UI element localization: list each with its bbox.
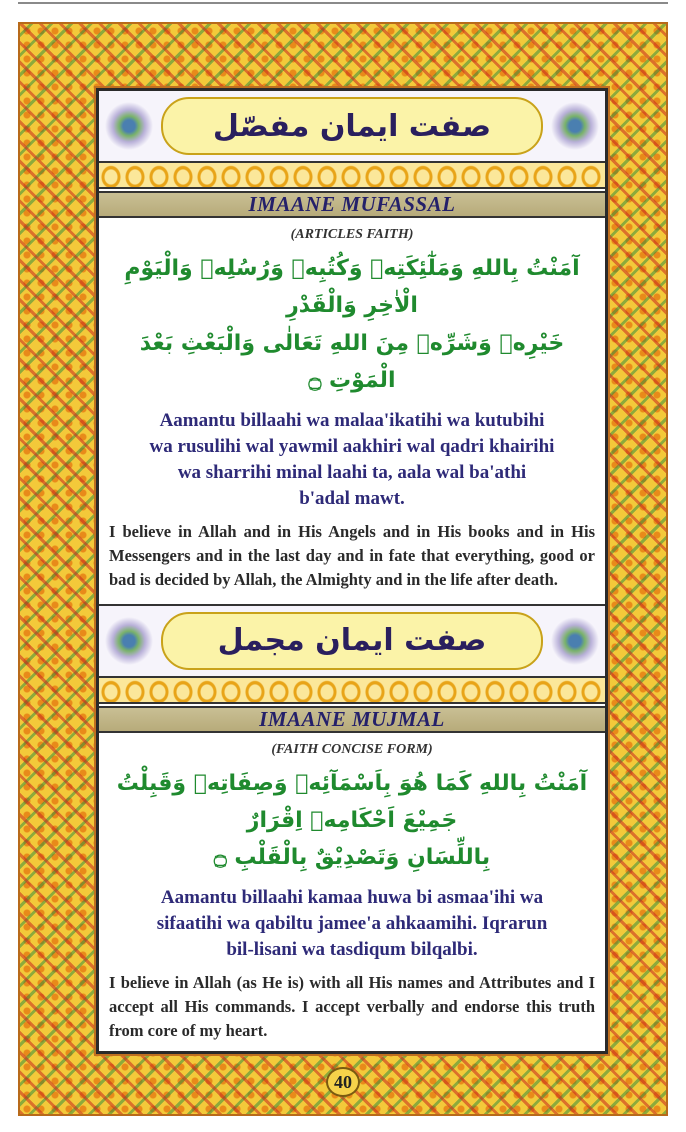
section-title: IMAANE MUJMAL <box>99 706 605 733</box>
section-subtitle: (FAITH CONCISE FORM) <box>271 741 433 757</box>
section-2 <box>99 604 605 1043</box>
section-title: IMAANE MUFASSAL <box>99 191 605 218</box>
page-edge-line <box>18 2 668 4</box>
arabic-line: خَيْرِهٖ وَشَرِّهٖ مِنَ اللهِ تَعَالٰى وَالْبَعْثِ بَعْدَ الْمَوْتِ ۝ <box>139 330 565 394</box>
english-translation: I believe in Allah and in His Angels and in His books and in His Messengers and in the last day and in fate that everything, good or bad is decided by Allah, the Almighty and in the life after death. <box>109 521 595 589</box>
ornamental-strip <box>99 161 605 189</box>
arabic-line: آمَنْتُ بِاللهِ كَمَا هُوَ بِاَسْمَآئِهٖ وَصِفَاتِهٖ وَقَبِلْتُ جَمِيْعَ اَحْكَامِهٖ اِقْرَارٌ <box>116 770 588 833</box>
transliteration-line: wa rusulihi wal yawmil aakhiri wal qadri khairihi <box>149 435 555 457</box>
urdu-title-banner-1 <box>99 91 605 161</box>
english-translation: I believe in Allah (as He is) with all His names and Attributes and I accept all His commands. I accept verbally and endorse this truth from core of my heart. <box>109 972 595 1040</box>
section-subtitle: (ARTICLES FAITH) <box>290 227 414 242</box>
page-content <box>96 88 608 1054</box>
urdu-title: صفت ایمان مجمل <box>161 612 543 670</box>
urdu-title: صفت ایمان مفصّل <box>161 97 543 155</box>
arabic-text <box>105 250 599 400</box>
arabic-text <box>105 765 599 877</box>
transliteration-line: wa sharrihi minal laahi ta, aala wal ba'athi <box>177 461 527 483</box>
transliteration-line: sifaatihi wa qabiltu jamee'a ahkaamihi. Iqrarun <box>156 912 548 934</box>
page-number: 40 <box>326 1067 360 1097</box>
arabic-line: بِاللِّسَانِ وَتَصْدِيْقٌ بِالْقَلْبِ ۝ <box>213 845 491 871</box>
transliteration-line: bil-lisani wa tasdiqum bilqalbi. <box>226 938 478 960</box>
urdu-title-banner-2 <box>99 606 605 676</box>
transliteration-line: b'adal mawt. <box>299 487 405 509</box>
transliteration-line: Aamantu billaahi kamaa huwa bi asmaa'ihi wa <box>160 886 544 908</box>
transliteration <box>105 885 599 963</box>
arabic-line: آمَنْتُ بِاللهِ وَمَلٰٓئِكَتِهٖ وَكُتُبِهٖ وَرُسُلِهٖ وَالْيَوْمِ الْاٰخِرِ وَالْقَدْرِ <box>124 256 580 319</box>
transliteration-line: Aamantu billaahi wa malaa'ikatihi wa kutubihi <box>159 409 545 431</box>
ornamental-strip <box>99 676 605 704</box>
transliteration <box>105 408 599 512</box>
